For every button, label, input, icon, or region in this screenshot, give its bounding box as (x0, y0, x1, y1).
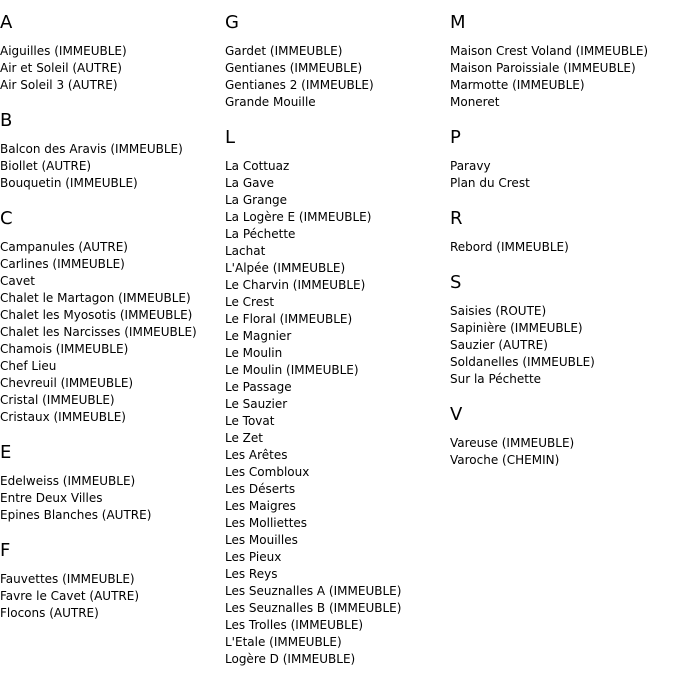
list-item: Bouquetin (IMMEUBLE) (0, 176, 138, 190)
list-item: Entre Deux Villes (0, 491, 103, 505)
list-item: Plan du Crest (450, 176, 530, 190)
list-item: Sur la Péchette (450, 372, 542, 386)
letter-heading: V (450, 404, 463, 425)
list-item: La Gave (225, 176, 274, 190)
letter-group (450, 273, 674, 388)
list-item: Maison Paroissiale (IMMEUBLE) (450, 61, 636, 75)
list-item: Fauvettes (IMMEUBLE) (0, 572, 135, 586)
list-item: Aiguilles (IMMEUBLE) (0, 44, 127, 58)
letter-group (450, 128, 674, 192)
list-item: La Cottuaz (225, 159, 290, 173)
letter-group (0, 209, 224, 426)
list-item: Air Soleil 3 (AUTRE) (0, 78, 118, 92)
letter-group (0, 541, 224, 622)
list-item: Grande Mouille (225, 95, 316, 109)
entry-list (0, 571, 224, 622)
entry-list (0, 473, 224, 524)
list-item: Le Moulin (IMMEUBLE) (225, 363, 359, 377)
list-item: Edelweiss (IMMEUBLE) (0, 474, 136, 488)
letter-group (450, 405, 674, 469)
list-item: Le Sauzier (225, 397, 288, 411)
list-item: Le Charvin (IMMEUBLE) (225, 278, 366, 292)
list-item: Sauzier (AUTRE) (450, 338, 548, 352)
letter-heading: P (450, 127, 461, 148)
list-item: L'Alpée (IMMEUBLE) (225, 261, 346, 275)
entry-list (225, 158, 449, 668)
list-item: Chamois (IMMEUBLE) (0, 342, 129, 356)
letter-heading: C (0, 208, 13, 229)
list-item: Gentianes 2 (IMMEUBLE) (225, 78, 374, 92)
list-item: Chef Lieu (0, 359, 57, 373)
list-item: Les Reys (225, 567, 278, 581)
list-item: Chalet le Martagon (IMMEUBLE) (0, 291, 191, 305)
index-column-3 (450, 0, 674, 469)
letter-heading: M (450, 12, 466, 33)
list-item: Le Zet (225, 431, 263, 445)
list-item: Favre le Cavet (AUTRE) (0, 589, 139, 603)
letter-heading: B (0, 110, 13, 131)
list-item: Le Magnier (225, 329, 292, 343)
index-column-2 (225, 0, 449, 668)
list-item: Les Pieux (225, 550, 282, 564)
list-item: Biollet (AUTRE) (0, 159, 92, 173)
entry-list (0, 239, 224, 426)
entry-list (450, 158, 674, 192)
list-item: Le Floral (IMMEUBLE) (225, 312, 353, 326)
letter-group (0, 111, 224, 192)
list-item: La Logère E (IMMEUBLE) (225, 210, 372, 224)
letter-heading: S (450, 272, 462, 293)
list-item: Chevreuil (IMMEUBLE) (0, 376, 134, 390)
letter-heading: R (450, 208, 463, 229)
list-item: Varoche (CHEMIN) (450, 453, 560, 467)
list-item: Le Moulin (225, 346, 283, 360)
list-item: Les Arêtes (225, 448, 288, 462)
list-item: Sapinière (IMMEUBLE) (450, 321, 583, 335)
entry-list (450, 303, 674, 388)
list-item: Vareuse (IMMEUBLE) (450, 436, 575, 450)
letter-heading: E (0, 442, 12, 463)
entry-list (450, 43, 674, 111)
list-item: L'Etale (IMMEUBLE) (225, 635, 342, 649)
list-item: Les Trolles (IMMEUBLE) (225, 618, 364, 632)
list-item: Paravy (450, 159, 491, 173)
list-item: Air et Soleil (AUTRE) (0, 61, 122, 75)
list-item: Chalet les Narcisses (IMMEUBLE) (0, 325, 197, 339)
list-item: Cristaux (IMMEUBLE) (0, 410, 126, 424)
list-item: Cristal (IMMEUBLE) (0, 393, 115, 407)
entry-list (225, 43, 449, 111)
list-item: Chalet les Myosotis (IMMEUBLE) (0, 308, 193, 322)
list-item: Epines Blanches (AUTRE) (0, 508, 152, 522)
list-item: Lachat (225, 244, 266, 258)
list-item: Moneret (450, 95, 500, 109)
list-item: La Grange (225, 193, 288, 207)
list-item: Les Molliettes (225, 516, 308, 530)
letter-group (450, 209, 674, 256)
letter-heading: G (225, 12, 239, 33)
letter-group (225, 13, 449, 111)
list-item: Flocons (AUTRE) (0, 606, 99, 620)
list-item: Logère D (IMMEUBLE) (225, 652, 356, 666)
list-item: Marmotte (IMMEUBLE) (450, 78, 585, 92)
entry-list (450, 239, 674, 256)
list-item: Maison Crest Voland (IMMEUBLE) (450, 44, 649, 58)
index-column-1 (0, 0, 224, 622)
list-item: Les Déserts (225, 482, 296, 496)
list-item: Carlines (IMMEUBLE) (0, 257, 125, 271)
entry-list (0, 43, 224, 94)
list-item: Les Mouilles (225, 533, 298, 547)
letter-group (0, 13, 224, 94)
list-item: Les Maigres (225, 499, 296, 513)
entry-list (0, 141, 224, 192)
letter-group (0, 443, 224, 524)
list-item: Campanules (AUTRE) (0, 240, 128, 254)
list-item: Balcon des Aravis (IMMEUBLE) (0, 142, 183, 156)
list-item: Les Seuznalles A (IMMEUBLE) (225, 584, 402, 598)
letter-group (225, 128, 449, 668)
list-item: La Péchette (225, 227, 296, 241)
list-item: Saisies (ROUTE) (450, 304, 547, 318)
list-item: Rebord (IMMEUBLE) (450, 240, 569, 254)
entry-list (450, 435, 674, 469)
list-item: Les Seuznalles B (IMMEUBLE) (225, 601, 402, 615)
letter-heading: F (0, 540, 11, 561)
list-item: Les Combloux (225, 465, 310, 479)
list-item: Gentianes (IMMEUBLE) (225, 61, 363, 75)
list-item: Le Passage (225, 380, 292, 394)
list-item: Soldanelles (IMMEUBLE) (450, 355, 595, 369)
letter-group (450, 13, 674, 111)
list-item: Le Tovat (225, 414, 275, 428)
letter-heading: L (225, 127, 236, 148)
list-item: Le Crest (225, 295, 275, 309)
letter-heading: A (0, 12, 13, 33)
list-item: Cavet (0, 274, 35, 288)
list-item: Gardet (IMMEUBLE) (225, 44, 343, 58)
